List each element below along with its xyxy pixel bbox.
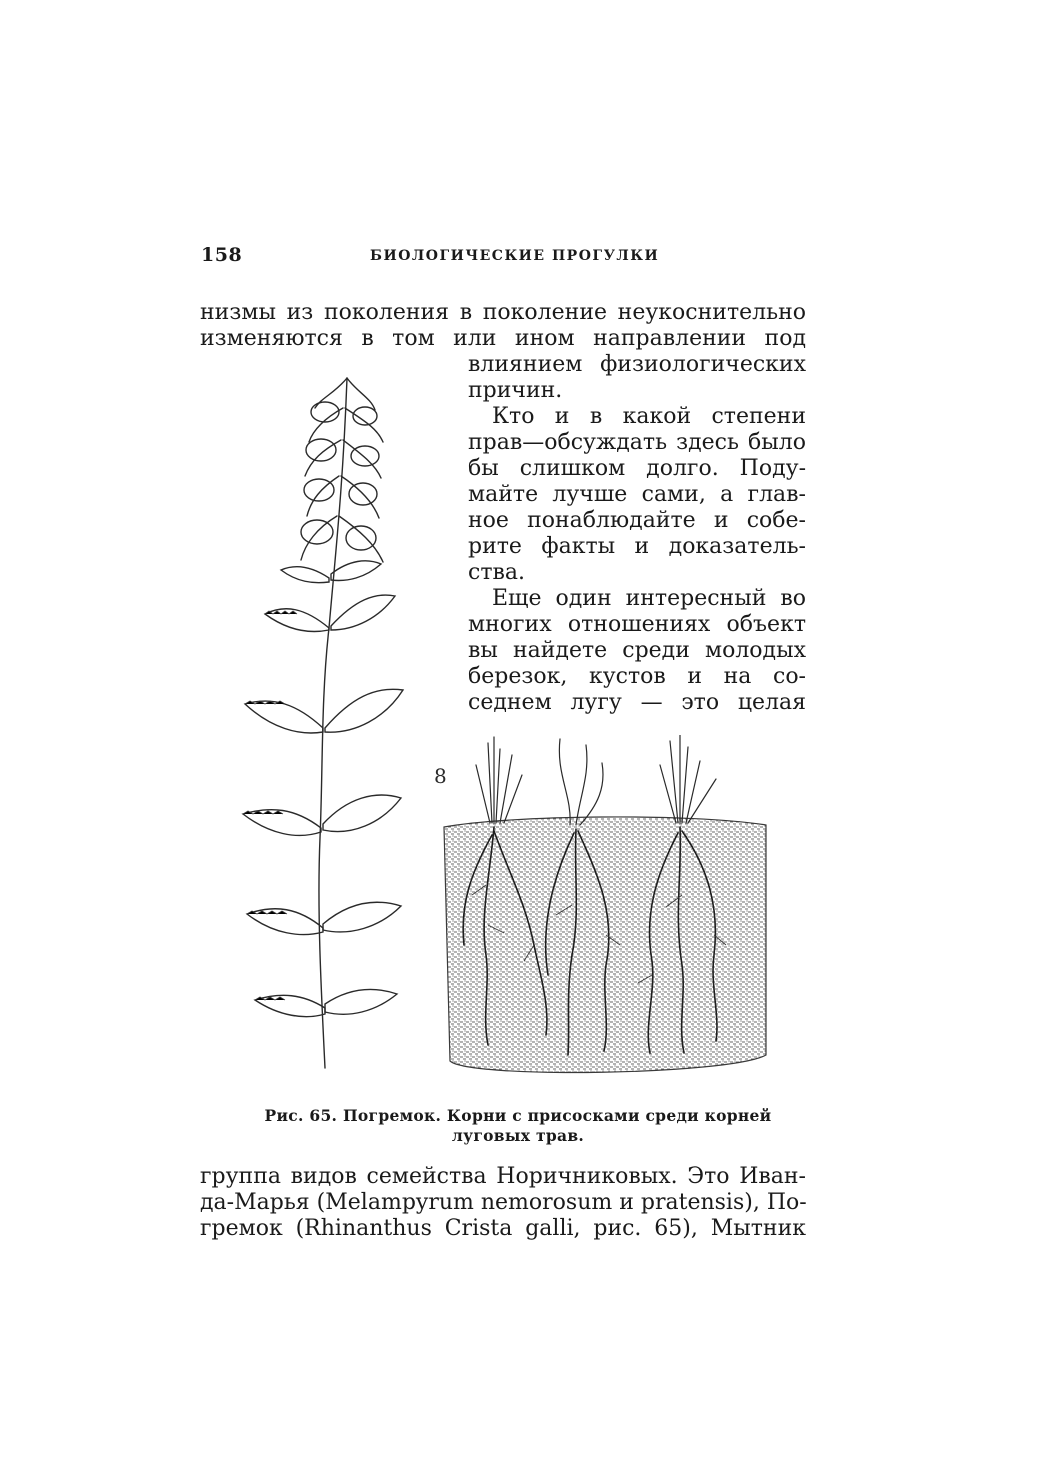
running-title: БИОЛОГИЧЕСКИЕ ПРОГУЛКИ — [370, 248, 660, 264]
text-line: причин. — [468, 378, 563, 403]
text-line: гремок (Rhinanthus Crista galli, рис. 65), Мытник — [200, 1216, 806, 1241]
text-line: бы слишком долго. Поду- — [468, 456, 806, 481]
page-number: 158 — [201, 244, 243, 266]
text-line: прав—обсуждать здесь было — [468, 430, 806, 455]
text-line: влиянием физиологических — [468, 352, 806, 377]
text-line: многих отношениях объект — [468, 612, 806, 637]
text-line: группа видов семейства Норичниковых. Это Иван- — [200, 1164, 806, 1189]
text-line: ства. — [468, 560, 525, 585]
text-line: Кто и в какой степени — [492, 404, 806, 429]
text-line: седнем лугу — это целая — [468, 690, 806, 715]
text-line: да-Марья (Melampyrum nemorosum и pratensis), По- — [200, 1190, 807, 1215]
text-line: березок, кустов и на со- — [468, 664, 806, 689]
roots-illustration — [430, 735, 775, 1085]
text-line: Еще один интересный во — [492, 586, 806, 611]
text-line: низмы из поколения в поколение неукоснительно — [200, 300, 806, 325]
text-line: вы найдете среди молодых — [468, 638, 806, 663]
text-line: рите факты и доказатель- — [468, 534, 806, 559]
plant-illustration — [225, 368, 440, 1088]
figure-caption-line2: луговых трав. — [451, 1126, 585, 1145]
text-line: ное понаблюдайте и собе- — [468, 508, 806, 533]
figure-caption: Рис. 65. Погремок. Корни с присосками среди корней — [264, 1106, 772, 1125]
text-line: майте лучше сами, а глав- — [468, 482, 806, 507]
figure-mark: 8 — [434, 764, 447, 788]
text-line: изменяются в том или ином направлении под — [200, 326, 806, 351]
